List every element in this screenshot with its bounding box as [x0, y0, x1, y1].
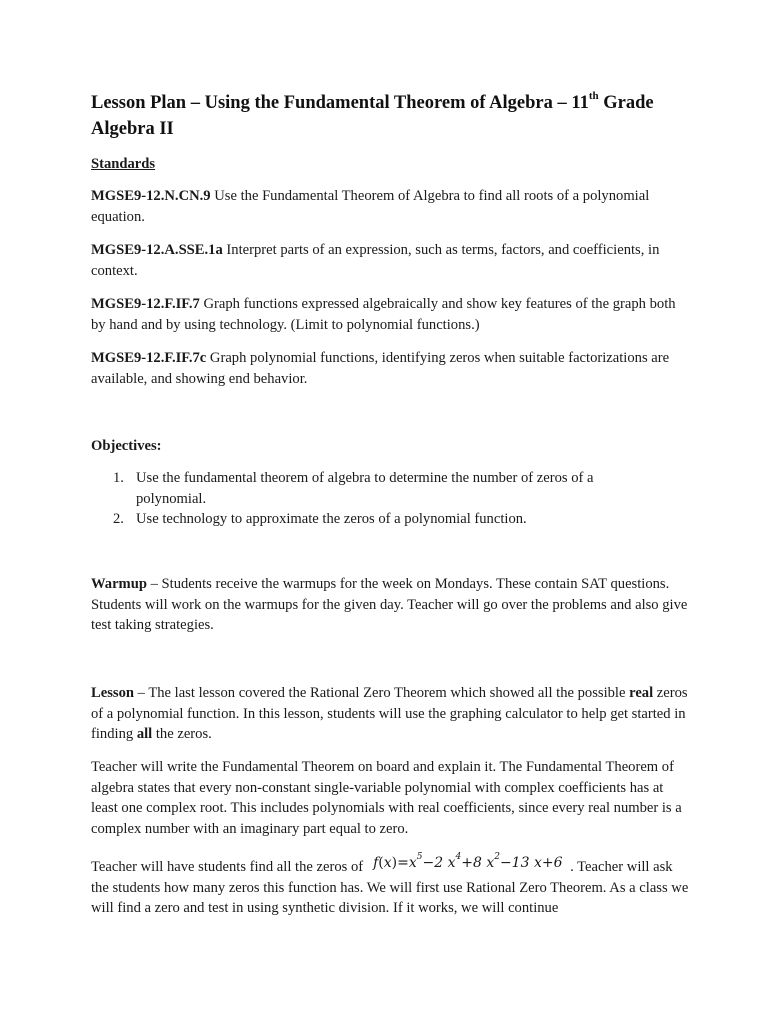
- standard-code: MGSE9-12.F.IF.7c: [91, 350, 207, 366]
- warmup-text: – Students receive the warmups for the week on Mondays. These contain SAT questions. Students will work on the warmups for the given day. Teacher will go over the problems and also give test taking strategies.: [91, 576, 688, 633]
- formula-term: −13 x+6: [499, 855, 563, 871]
- warmup-label: Warmup: [91, 576, 147, 592]
- title-superscript: th: [588, 89, 599, 102]
- formula-exponent: 4: [455, 852, 462, 863]
- teacher-text: . Teacher will ask the students how many zeros this function has. We will first use Rational Zero Theorem. As a class we will find a zero and test in using synthetic division. If it works, we will continue: [91, 859, 689, 916]
- standard-item: [91, 240, 691, 281]
- standard-text: Graph polynomial functions, identifying zeros when suitable factorizations are available, and showing end behavior.: [91, 350, 670, 387]
- polynomial-formula: [373, 852, 563, 871]
- list-item: [91, 509, 611, 530]
- formula-paren: ): [391, 855, 398, 871]
- formula-exponent: 5: [416, 852, 423, 863]
- lesson-label: Lesson: [91, 685, 134, 701]
- formula-paren: (: [378, 855, 384, 871]
- standard-item: [91, 348, 691, 389]
- list-item: [91, 468, 611, 509]
- formula-term: −2 x: [422, 855, 456, 871]
- objectives-list: [91, 468, 611, 530]
- lesson-paragraph: [91, 683, 691, 745]
- standard-item: [91, 186, 691, 227]
- formula-term: =x: [397, 855, 417, 871]
- standard-code: MGSE9-12.F.IF.7: [91, 296, 200, 312]
- warmup-paragraph: [91, 574, 691, 636]
- objectives-heading: Objectives:: [91, 438, 162, 454]
- page-title: [91, 90, 691, 142]
- standard-text: Use the Fundamental Theorem of Algebra to find all roots of a polynomial equation.: [91, 188, 650, 225]
- lesson-emphasis-real: real: [629, 685, 654, 701]
- teacher-text: Teacher will have students find all the zeros of: [91, 859, 364, 875]
- standard-item: [91, 294, 691, 335]
- teacher-paragraph: Teacher will write the Fundamental Theorem on board and explain it. The Fundamental Theorem of algebra states that every non-constant single-variable polynomial with complex coefficients has at least one complex root. This includes polynomials with real coefficients, since every real number is a complex number with an imaginary part equal to zero.: [91, 759, 682, 837]
- standard-code: MGSE9-12.A.SSE.1a: [91, 242, 223, 258]
- title-text: Lesson Plan – Using the Fundamental Theorem of Algebra – 11: [91, 93, 589, 113]
- title-subject: Algebra II: [91, 119, 174, 139]
- standards-heading: Standards: [91, 156, 156, 172]
- list-item-text: Use technology to approximate the zeros of a polynomial function.: [136, 511, 527, 527]
- title-text-grade: Grade: [598, 93, 654, 113]
- standard-text: Interpret parts of an expression, such as terms, factors, and coefficients, in context.: [91, 242, 660, 279]
- list-number: 2.: [113, 511, 124, 527]
- lesson-text: – The last lesson covered the Rational Zero Theorem which showed all the possible: [133, 685, 630, 701]
- lesson-text: the zeros.: [152, 726, 212, 742]
- standard-code: MGSE9-12.N.CN.9: [91, 188, 211, 204]
- formula-f: f: [373, 855, 379, 871]
- lesson-emphasis-all: all: [136, 726, 153, 742]
- lesson-text: zeros of a polynomial function. In this lesson, students will use the graphing calculator to help get started in finding: [91, 685, 688, 742]
- teacher-paragraph-formula: [91, 852, 691, 919]
- formula-exponent: 2: [494, 852, 500, 863]
- standard-text: Graph functions expressed algebraically and show key features of the graph both by hand and by using technology. (Limit to polynomial functions.): [91, 296, 676, 333]
- formula-term: +8 x: [461, 855, 495, 871]
- formula-x: x: [383, 855, 392, 871]
- list-item-text: Use the fundamental theorem of algebra to determine the number of zeros of a polynomial.: [136, 470, 594, 507]
- list-number: 1.: [113, 470, 124, 486]
